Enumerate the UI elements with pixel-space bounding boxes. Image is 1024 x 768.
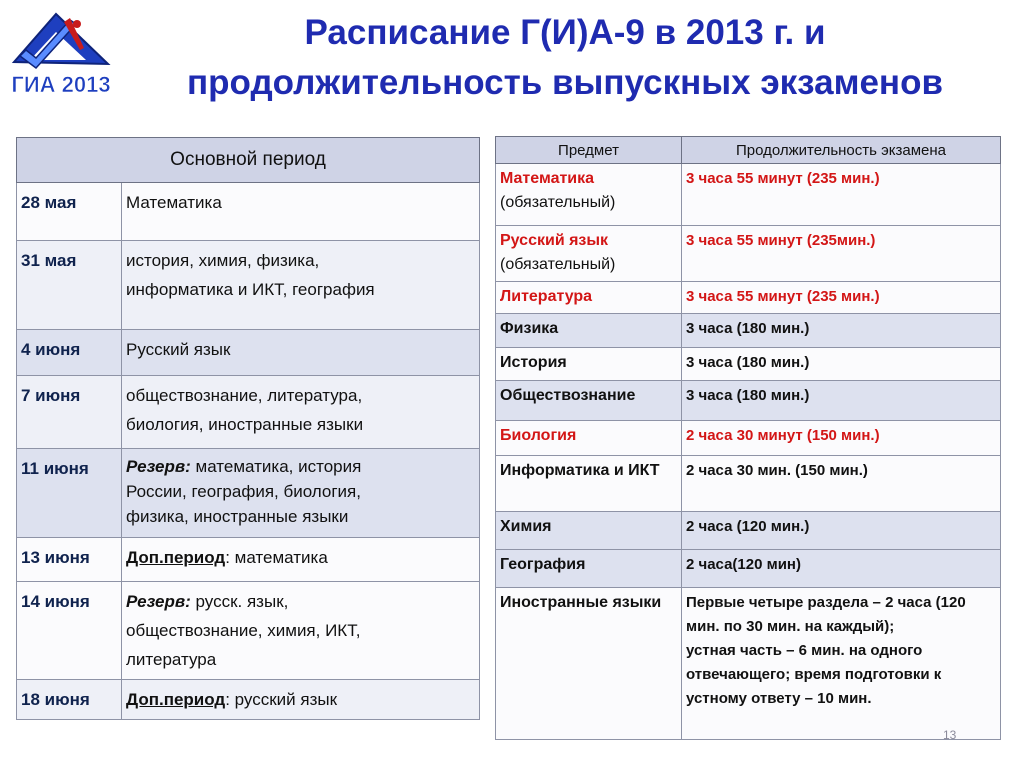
- exam-subjects: Математика: [122, 183, 480, 241]
- subject-cell: Обществознание: [496, 381, 682, 421]
- exam-subjects: Доп.период: математика: [122, 538, 480, 582]
- title-line-1: Расписание Г(И)А-9 в 2013 г. и: [304, 13, 826, 52]
- table-row: [496, 421, 1001, 456]
- table-row: [496, 348, 1001, 381]
- svg-text:ГИА 2013: ГИА 2013: [11, 72, 111, 97]
- exam-date: 4 июня: [17, 330, 122, 376]
- exam-date: 13 июня: [17, 538, 122, 582]
- extra-period-label: Доп.период: [126, 690, 226, 709]
- table-row: [17, 680, 480, 720]
- extra-period-label: Доп.период: [126, 548, 226, 567]
- exam-date: 28 мая: [17, 183, 122, 241]
- table-row: [17, 449, 480, 538]
- page-number: 13: [943, 728, 957, 742]
- exam-subjects: история, химия, физика, информатика и ИКТ, география: [122, 241, 480, 330]
- reserve-label: Резерв:: [126, 592, 191, 611]
- duration-column-header: Продолжительность экзамена: [682, 137, 1001, 164]
- table-row: [496, 550, 1001, 588]
- table-row: [496, 588, 1001, 740]
- duration-cell: 3 часа 55 минут (235мин.): [682, 226, 1001, 282]
- exam-date: 11 июня: [17, 449, 122, 538]
- duration-cell: 3 часа (180 мин.): [682, 381, 1001, 421]
- exam-subjects: Резерв: русск. язык, обществознание, химия, ИКТ, литература: [122, 582, 480, 680]
- table-row: [496, 314, 1001, 348]
- duration-cell: 2 часа(120 мин): [682, 550, 1001, 588]
- subject-cell: Биология: [496, 421, 682, 456]
- table-row: [17, 582, 480, 680]
- subject-cell: Физика: [496, 314, 682, 348]
- subject-cell: Химия: [496, 512, 682, 550]
- reserve-label: Резерв:: [126, 457, 191, 476]
- exam-subjects: обществознание, литература, биология, иностранные языки: [122, 376, 480, 449]
- subject-cell: Информатика и ИКТ: [496, 456, 682, 512]
- exam-date: 14 июня: [17, 582, 122, 680]
- exam-date: 18 июня: [17, 680, 122, 720]
- exam-subjects: Доп.период: русский язык: [122, 680, 480, 720]
- subject-cell: История: [496, 348, 682, 381]
- table-row: [496, 226, 1001, 282]
- table-row: [496, 282, 1001, 314]
- duration-cell: 2 часа 30 минут (150 мин.): [682, 421, 1001, 456]
- main-period-header: Основной период: [17, 138, 480, 183]
- exam-duration-table: [495, 136, 1001, 740]
- table-row: [496, 164, 1001, 226]
- duration-cell: 2 часа (120 мин.): [682, 512, 1001, 550]
- table-row: [17, 330, 480, 376]
- duration-cell: 3 часа 55 минут (235 мин.): [682, 164, 1001, 226]
- subject-cell: Литература: [496, 282, 682, 314]
- duration-cell: 3 часа (180 мин.): [682, 348, 1001, 381]
- exam-subjects: Русский язык: [122, 330, 480, 376]
- exam-date: 7 июня: [17, 376, 122, 449]
- page-title: [125, 8, 1005, 108]
- subject-cell: География: [496, 550, 682, 588]
- subject-cell: Иностранные языки: [496, 588, 682, 740]
- exam-subjects: Резерв: математика, история России, география, биология, физика, иностранные языки: [122, 449, 480, 538]
- table-row: [496, 456, 1001, 512]
- subject-cell: Русский язык (обязательный): [496, 226, 682, 282]
- table-row: [17, 376, 480, 449]
- table-row: [496, 512, 1001, 550]
- duration-cell: 3 часа 55 минут (235 мин.): [682, 282, 1001, 314]
- table-row: [17, 183, 480, 241]
- table-row: [17, 241, 480, 330]
- main-period-table: [16, 137, 480, 720]
- table-row: [496, 381, 1001, 421]
- gia-2013-logo: [6, 4, 116, 104]
- subject-column-header: Предмет: [496, 137, 682, 164]
- title-line-2: продолжительность выпускных экзаменов: [187, 63, 943, 102]
- duration-cell: 2 часа 30 мин. (150 мин.): [682, 456, 1001, 512]
- subject-cell: Математика (обязательный): [496, 164, 682, 226]
- duration-cell: Первые четыре раздела – 2 часа (120 мин. по 30 мин. на каждый); устная часть – 6 мин. на одного отвечающего; время подготовки к устному ответу – 10 мин.: [682, 588, 1001, 740]
- exam-date: 31 мая: [17, 241, 122, 330]
- table-row: [17, 538, 480, 582]
- duration-cell: 3 часа (180 мин.): [682, 314, 1001, 348]
